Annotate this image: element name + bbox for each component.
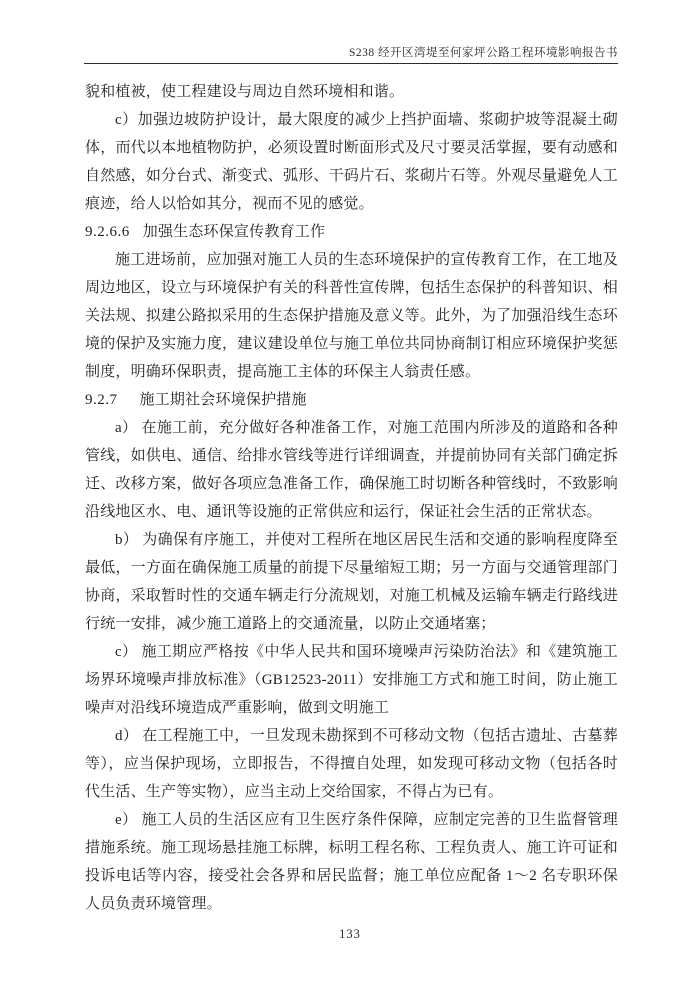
header-rule bbox=[84, 63, 618, 64]
section-number: 9.2.7 bbox=[85, 392, 118, 408]
running-header-title: S238 经开区湾堤至何家坪公路工程环境影响报告书 bbox=[348, 47, 618, 59]
section-heading-9-2-6-6 bbox=[85, 218, 618, 246]
paragraph-item-a-preparation: a） 在施工前，充分做好各种准备工作，对施工范围内所涉及的道路和各种管线，如供电、通信、给排水管线等进行详细调查，并提前协同有关部门确定拆迁、改移方案，做好各项应急准备工作，确保施工时切断各种管线时，不致影响沿线地区水、电、通讯等设施的正常供应和运行，保证社会生活的正常状态。 bbox=[85, 420, 618, 520]
page-number: 133 bbox=[339, 927, 361, 941]
section-title: 加强生态环保宣传教育工作 bbox=[142, 224, 326, 240]
paragraph-eco-education: 施工进场前，应加强对施工人员的生态环境保护的宣传教育工作，在工地及周边地区，设立与环境保护有关的科普性宣传牌，包括生态保护的科普知识、相关法规、拟建公路拟采用的生态保护措施及意义等。此外，为了加强沿线生态环境的保护及实施力度，建议建设单位与施工单位共同协商制订相应环境保护奖惩制度，明确环保职责，提高施工主体的环保主人翁责任感。 bbox=[85, 252, 618, 380]
document-body bbox=[85, 78, 618, 918]
section-title: 施工期社会环境保护措施 bbox=[139, 392, 307, 408]
section-heading-9-2-7 bbox=[85, 386, 618, 414]
paragraph-continued-from-previous-page: 貌和植被，使工程建设与周边自然环境相和谐。 bbox=[85, 84, 405, 100]
paragraph-item-d-relics: d） 在工程施工中，一旦发现未勘探到不可移动文物（包括古遗址、古墓葬等），应当保护现场，立即报告，不得擅自处理，如发现可移动文物（包括各时代生活、生产等实物），应当主动上交给国家，不得占为已有。 bbox=[85, 728, 618, 800]
paragraph-item-c-slope-protection: c）加强边坡防护设计，最大限度的减少上挡护面墙、浆砌护坡等混凝土砌体，而代以本地植物防护，必须设置时断面形式及尺寸要灵活掌握，要有动感和自然感，如分台式、渐变式、弧形、干码片石、浆砌片石等。外观尽量避免人工痕迹，给人以恰如其分，视而不见的感觉。 bbox=[85, 112, 618, 212]
section-number: 9.2.6.6 bbox=[85, 224, 130, 240]
paragraph-item-b-traffic: b） 为确保有序施工，并使对工程所在地区居民生活和交通的影响程度降至最低，一方面在确保施工质量的前提下尽量缩短工期；另一方面与交通管理部门协商，采取暂时性的交通车辆走行分流规划，对施工机械及运输车辆走行路线进行统一安排，减少施工道路上的交通流量，以防止交通堵塞； bbox=[85, 532, 618, 632]
paragraph-item-e-sanitation: e） 施工人员的生活区应有卫生医疗条件保障，应制定完善的卫生监督管理措施系统。施工现场悬挂施工标牌，标明工程名称、工程负责人、施工许可证和投诉电话等内容，接受社会各界和居民监督；施工单位应配备 1～2 名专职环保人员负责环境管理。 bbox=[85, 812, 618, 912]
paragraph-item-c-noise: c） 施工期应严格按《中华人民共和国环境噪声污染防治法》和《建筑施工场界环境噪声排放标准》（GB12523-2011）安排施工方式和施工时间，防止施工噪声对沿线环境造成严重影响，做到文明施工 bbox=[85, 644, 618, 716]
